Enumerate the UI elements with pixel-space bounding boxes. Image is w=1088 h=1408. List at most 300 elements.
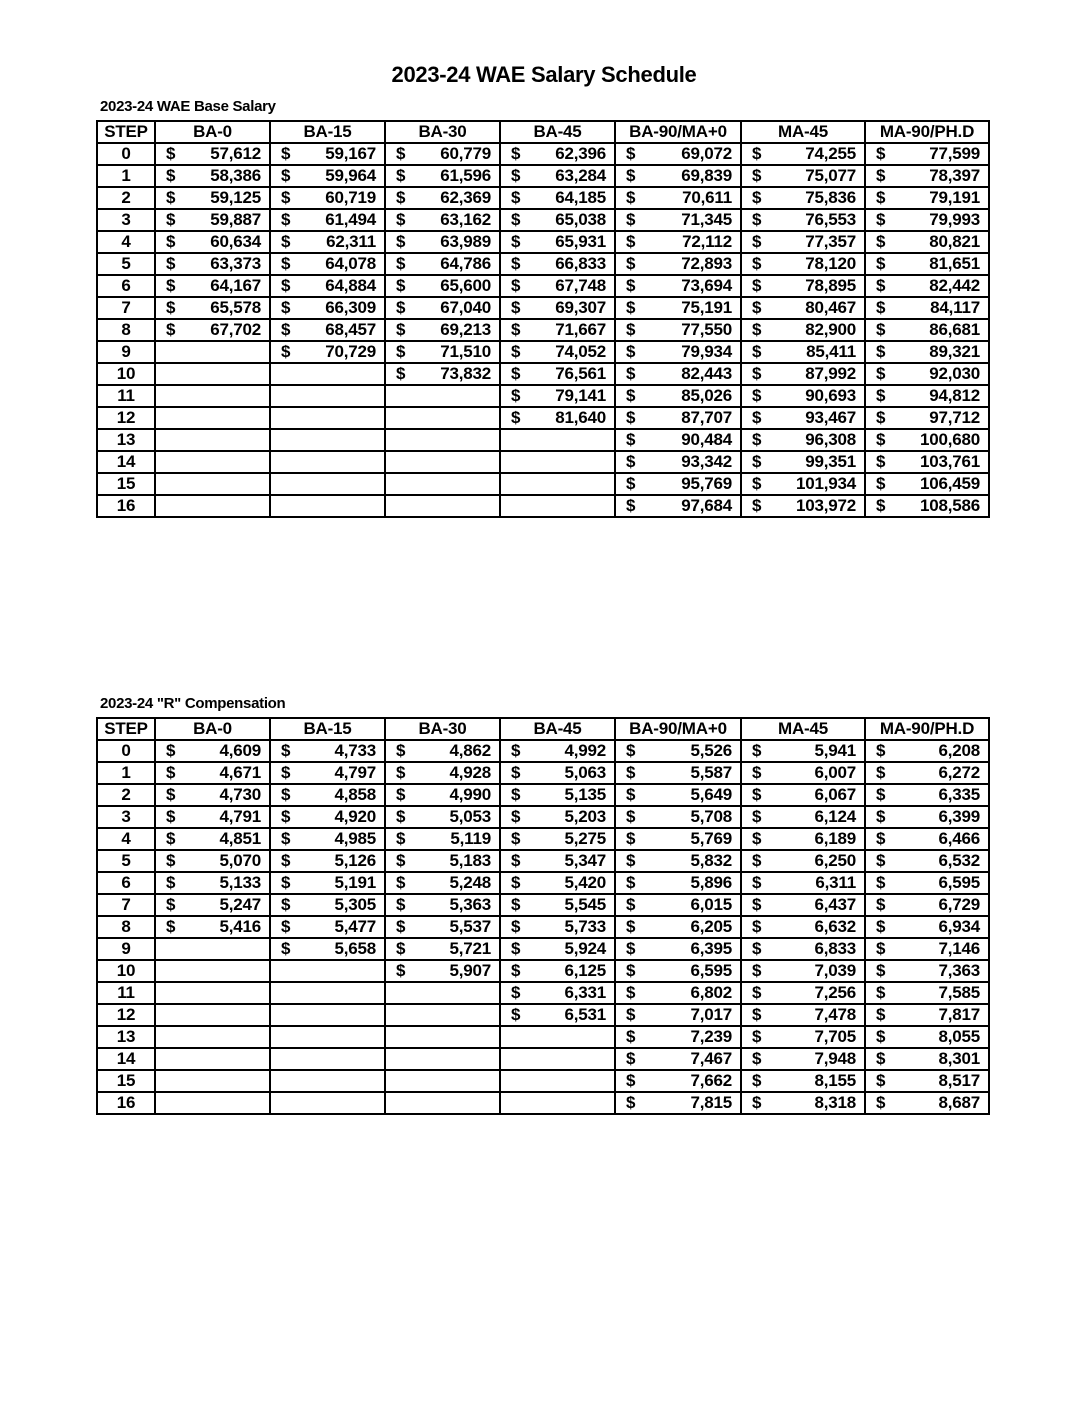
currency-symbol: $ xyxy=(626,254,636,273)
salary-cell xyxy=(500,1048,615,1070)
salary-cell xyxy=(155,495,270,517)
currency-symbol: $ xyxy=(752,430,762,449)
salary-cell xyxy=(865,165,989,187)
salary-cell xyxy=(385,894,500,916)
salary-amount: 5,133 xyxy=(219,873,261,892)
salary-cell xyxy=(615,495,741,517)
salary-cell xyxy=(865,1048,989,1070)
currency-symbol: $ xyxy=(281,829,291,848)
currency-symbol: $ xyxy=(876,917,886,936)
currency-symbol: $ xyxy=(876,276,886,295)
salary-cell xyxy=(155,275,270,297)
currency-symbol: $ xyxy=(166,144,176,163)
currency-symbol: $ xyxy=(752,496,762,515)
currency-symbol: $ xyxy=(876,188,886,207)
salary-amount: 81,651 xyxy=(929,254,980,273)
salary-amount: 72,893 xyxy=(681,254,732,273)
salary-amount: 7,017 xyxy=(690,1005,732,1024)
salary-amount: 75,077 xyxy=(805,166,856,185)
step-cell: 7 xyxy=(97,894,155,916)
salary-amount: 7,467 xyxy=(690,1049,732,1068)
table-row xyxy=(97,253,989,275)
salary-cell xyxy=(615,297,741,319)
currency-symbol: $ xyxy=(511,741,521,760)
salary-cell xyxy=(865,385,989,407)
salary-amount: 5,305 xyxy=(334,895,376,914)
currency-symbol: $ xyxy=(626,1049,636,1068)
currency-symbol: $ xyxy=(876,496,886,515)
salary-cell xyxy=(270,473,385,495)
salary-amount: 87,707 xyxy=(681,408,732,427)
salary-cell xyxy=(615,165,741,187)
salary-amount: 90,693 xyxy=(805,386,856,405)
salary-cell xyxy=(615,806,741,828)
salary-cell xyxy=(615,1070,741,1092)
currency-symbol: $ xyxy=(752,364,762,383)
salary-amount: 6,272 xyxy=(938,763,980,782)
currency-symbol: $ xyxy=(626,1071,636,1090)
step-cell: 5 xyxy=(97,850,155,872)
salary-cell xyxy=(865,363,989,385)
salary-amount: 6,015 xyxy=(690,895,732,914)
table-row xyxy=(97,407,989,429)
salary-cell xyxy=(500,341,615,363)
salary-cell xyxy=(500,806,615,828)
step-cell: 11 xyxy=(97,982,155,1004)
currency-symbol: $ xyxy=(876,320,886,339)
currency-symbol: $ xyxy=(281,785,291,804)
salary-cell xyxy=(500,297,615,319)
salary-amount: 4,797 xyxy=(334,763,376,782)
salary-amount: 6,124 xyxy=(814,807,856,826)
step-cell: 13 xyxy=(97,429,155,451)
currency-symbol: $ xyxy=(511,386,521,405)
currency-symbol: $ xyxy=(396,873,406,892)
salary-cell xyxy=(741,407,865,429)
salary-cell xyxy=(741,429,865,451)
salary-cell xyxy=(270,960,385,982)
step-cell: 0 xyxy=(97,143,155,165)
currency-symbol: $ xyxy=(626,851,636,870)
currency-symbol: $ xyxy=(396,807,406,826)
salary-cell xyxy=(865,894,989,916)
currency-symbol: $ xyxy=(281,320,291,339)
salary-cell xyxy=(500,165,615,187)
salary-cell xyxy=(270,1048,385,1070)
salary-amount: 69,307 xyxy=(555,298,606,317)
salary-cell xyxy=(155,363,270,385)
salary-amount: 64,185 xyxy=(555,188,606,207)
salary-amount: 103,761 xyxy=(919,452,980,471)
salary-amount: 5,275 xyxy=(564,829,606,848)
salary-cell xyxy=(270,1092,385,1114)
salary-cell xyxy=(615,1092,741,1114)
currency-symbol: $ xyxy=(396,364,406,383)
column-header: MA-90/PH.D xyxy=(865,718,989,740)
currency-symbol: $ xyxy=(876,364,886,383)
salary-amount: 65,578 xyxy=(210,298,261,317)
column-header: BA-15 xyxy=(270,718,385,740)
currency-symbol: $ xyxy=(281,851,291,870)
currency-symbol: $ xyxy=(626,961,636,980)
currency-symbol: $ xyxy=(511,917,521,936)
currency-symbol: $ xyxy=(281,763,291,782)
salary-cell xyxy=(385,275,500,297)
salary-cell xyxy=(385,319,500,341)
salary-amount: 7,585 xyxy=(938,983,980,1002)
currency-symbol: $ xyxy=(876,408,886,427)
currency-symbol: $ xyxy=(876,873,886,892)
currency-symbol: $ xyxy=(511,1005,521,1024)
step-cell: 8 xyxy=(97,319,155,341)
salary-amount: 72,112 xyxy=(682,232,732,251)
currency-symbol: $ xyxy=(876,210,886,229)
salary-amount: 6,532 xyxy=(938,851,980,870)
currency-symbol: $ xyxy=(166,166,176,185)
salary-amount: 4,928 xyxy=(449,763,491,782)
salary-amount: 62,396 xyxy=(555,144,606,163)
currency-symbol: $ xyxy=(166,829,176,848)
currency-symbol: $ xyxy=(396,166,406,185)
salary-cell xyxy=(385,806,500,828)
salary-amount: 90,484 xyxy=(681,430,732,449)
salary-amount: 4,609 xyxy=(219,741,261,760)
salary-cell xyxy=(865,1070,989,1092)
salary-cell xyxy=(385,850,500,872)
salary-cell xyxy=(500,1026,615,1048)
currency-symbol: $ xyxy=(281,895,291,914)
currency-symbol: $ xyxy=(166,763,176,782)
currency-symbol: $ xyxy=(511,320,521,339)
currency-symbol: $ xyxy=(626,408,636,427)
currency-symbol: $ xyxy=(626,210,636,229)
salary-amount: 6,067 xyxy=(814,785,856,804)
currency-symbol: $ xyxy=(752,298,762,317)
salary-amount: 5,063 xyxy=(564,763,606,782)
currency-symbol: $ xyxy=(166,917,176,936)
salary-cell xyxy=(865,407,989,429)
salary-cell xyxy=(865,828,989,850)
salary-amount: 66,309 xyxy=(325,298,376,317)
salary-amount: 78,895 xyxy=(805,276,856,295)
salary-cell xyxy=(865,451,989,473)
table-row xyxy=(97,784,989,806)
salary-cell xyxy=(385,429,500,451)
salary-amount: 64,078 xyxy=(325,254,376,273)
currency-symbol: $ xyxy=(511,763,521,782)
step-cell: 15 xyxy=(97,473,155,495)
salary-cell xyxy=(865,297,989,319)
table-row xyxy=(97,740,989,762)
salary-amount: 6,833 xyxy=(814,939,856,958)
salary-cell xyxy=(270,429,385,451)
salary-cell xyxy=(865,982,989,1004)
currency-symbol: $ xyxy=(396,298,406,317)
currency-symbol: $ xyxy=(876,430,886,449)
salary-amount: 6,250 xyxy=(814,851,856,870)
salary-cell xyxy=(741,341,865,363)
table-row xyxy=(97,916,989,938)
step-cell: 6 xyxy=(97,275,155,297)
column-header: BA-45 xyxy=(500,121,615,143)
salary-cell xyxy=(741,1092,865,1114)
currency-symbol: $ xyxy=(166,320,176,339)
currency-symbol: $ xyxy=(396,741,406,760)
salary-cell xyxy=(385,385,500,407)
salary-amount: 6,632 xyxy=(814,917,856,936)
salary-amount: 58,386 xyxy=(210,166,261,185)
salary-cell xyxy=(615,960,741,982)
salary-amount: 5,053 xyxy=(449,807,491,826)
table-row xyxy=(97,429,989,451)
salary-amount: 6,125 xyxy=(564,961,606,980)
column-header: BA-45 xyxy=(500,718,615,740)
salary-amount: 4,858 xyxy=(334,785,376,804)
salary-amount: 8,301 xyxy=(938,1049,980,1068)
salary-cell xyxy=(500,938,615,960)
currency-symbol: $ xyxy=(281,232,291,251)
currency-symbol: $ xyxy=(166,895,176,914)
salary-cell xyxy=(385,451,500,473)
salary-amount: 4,851 xyxy=(219,829,261,848)
salary-cell xyxy=(741,916,865,938)
salary-amount: 64,884 xyxy=(325,276,376,295)
currency-symbol: $ xyxy=(752,961,762,980)
salary-amount: 5,347 xyxy=(564,851,606,870)
salary-cell xyxy=(741,165,865,187)
salary-cell xyxy=(500,253,615,275)
salary-amount: 4,920 xyxy=(334,807,376,826)
salary-cell xyxy=(385,938,500,960)
currency-symbol: $ xyxy=(752,166,762,185)
salary-amount: 87,992 xyxy=(805,364,856,383)
salary-amount: 5,769 xyxy=(690,829,732,848)
salary-amount: 69,839 xyxy=(681,166,732,185)
salary-amount: 79,993 xyxy=(929,210,980,229)
salary-amount: 6,331 xyxy=(564,983,606,1002)
salary-cell xyxy=(865,473,989,495)
currency-symbol: $ xyxy=(396,188,406,207)
step-cell: 14 xyxy=(97,1048,155,1070)
table-row xyxy=(97,850,989,872)
salary-cell xyxy=(865,231,989,253)
salary-cell xyxy=(615,231,741,253)
currency-symbol: $ xyxy=(396,829,406,848)
salary-cell xyxy=(385,1026,500,1048)
table-row xyxy=(97,319,989,341)
salary-cell xyxy=(865,1004,989,1026)
salary-amount: 65,600 xyxy=(440,276,491,295)
step-cell: 15 xyxy=(97,1070,155,1092)
salary-cell xyxy=(270,187,385,209)
currency-symbol: $ xyxy=(626,166,636,185)
salary-amount: 80,821 xyxy=(929,232,980,251)
salary-cell xyxy=(500,385,615,407)
currency-symbol: $ xyxy=(511,961,521,980)
salary-amount: 74,052 xyxy=(555,342,606,361)
currency-symbol: $ xyxy=(281,276,291,295)
salary-cell xyxy=(865,806,989,828)
salary-cell xyxy=(155,429,270,451)
currency-symbol: $ xyxy=(626,430,636,449)
currency-symbol: $ xyxy=(752,474,762,493)
column-header-step: STEP xyxy=(97,718,155,740)
salary-cell xyxy=(500,451,615,473)
table-row xyxy=(97,894,989,916)
currency-symbol: $ xyxy=(166,298,176,317)
salary-cell xyxy=(500,960,615,982)
salary-cell xyxy=(741,762,865,784)
salary-cell xyxy=(385,982,500,1004)
salary-amount: 82,442 xyxy=(929,276,980,295)
table-row xyxy=(97,275,989,297)
salary-amount: 8,055 xyxy=(938,1027,980,1046)
currency-symbol: $ xyxy=(396,254,406,273)
salary-cell xyxy=(385,341,500,363)
salary-cell xyxy=(155,473,270,495)
salary-amount: 6,729 xyxy=(938,895,980,914)
salary-cell xyxy=(270,407,385,429)
salary-amount: 7,039 xyxy=(814,961,856,980)
step-cell: 2 xyxy=(97,784,155,806)
salary-amount: 69,213 xyxy=(440,320,491,339)
currency-symbol: $ xyxy=(626,298,636,317)
salary-amount: 6,395 xyxy=(690,939,732,958)
salary-amount: 5,191 xyxy=(334,873,376,892)
salary-cell xyxy=(500,231,615,253)
salary-cell xyxy=(500,473,615,495)
salary-cell xyxy=(385,1004,500,1026)
salary-amount: 61,494 xyxy=(325,210,376,229)
salary-amount: 5,126 xyxy=(334,851,376,870)
salary-amount: 4,985 xyxy=(334,829,376,848)
salary-cell xyxy=(385,1070,500,1092)
currency-symbol: $ xyxy=(396,939,406,958)
salary-cell xyxy=(741,209,865,231)
currency-symbol: $ xyxy=(511,232,521,251)
step-cell: 11 xyxy=(97,385,155,407)
salary-amount: 5,416 xyxy=(219,917,261,936)
salary-cell xyxy=(615,850,741,872)
step-cell: 12 xyxy=(97,1004,155,1026)
salary-cell xyxy=(385,1092,500,1114)
currency-symbol: $ xyxy=(626,917,636,936)
currency-symbol: $ xyxy=(626,232,636,251)
salary-amount: 76,553 xyxy=(805,210,856,229)
step-cell: 9 xyxy=(97,938,155,960)
salary-amount: 5,477 xyxy=(334,917,376,936)
salary-cell xyxy=(500,1070,615,1092)
salary-cell xyxy=(615,1026,741,1048)
currency-symbol: $ xyxy=(752,452,762,471)
currency-symbol: $ xyxy=(752,408,762,427)
currency-symbol: $ xyxy=(626,829,636,848)
salary-amount: 8,155 xyxy=(814,1071,856,1090)
salary-cell xyxy=(270,297,385,319)
salary-cell xyxy=(500,429,615,451)
currency-symbol: $ xyxy=(626,895,636,914)
salary-amount: 82,900 xyxy=(805,320,856,339)
salary-amount: 86,681 xyxy=(929,320,980,339)
salary-amount: 85,411 xyxy=(806,342,856,361)
currency-symbol: $ xyxy=(752,983,762,1002)
salary-cell xyxy=(155,143,270,165)
currency-symbol: $ xyxy=(166,807,176,826)
salary-cell xyxy=(741,960,865,982)
table-row xyxy=(97,1026,989,1048)
salary-amount: 69,072 xyxy=(681,144,732,163)
currency-symbol: $ xyxy=(396,917,406,936)
salary-amount: 73,694 xyxy=(681,276,732,295)
currency-symbol: $ xyxy=(626,188,636,207)
salary-cell xyxy=(155,385,270,407)
salary-cell xyxy=(155,1070,270,1092)
salary-cell xyxy=(615,473,741,495)
salary-cell xyxy=(741,319,865,341)
currency-symbol: $ xyxy=(626,364,636,383)
salary-cell xyxy=(615,429,741,451)
salary-amount: 71,345 xyxy=(681,210,732,229)
salary-cell xyxy=(865,143,989,165)
currency-symbol: $ xyxy=(166,851,176,870)
salary-amount: 94,812 xyxy=(929,386,980,405)
salary-amount: 5,248 xyxy=(449,873,491,892)
currency-symbol: $ xyxy=(166,741,176,760)
salary-cell xyxy=(385,473,500,495)
salary-amount: 93,342 xyxy=(681,452,732,471)
salary-amount: 6,437 xyxy=(814,895,856,914)
salary-amount: 5,896 xyxy=(690,873,732,892)
salary-amount: 5,420 xyxy=(564,873,606,892)
salary-cell xyxy=(500,363,615,385)
currency-symbol: $ xyxy=(511,851,521,870)
currency-symbol: $ xyxy=(752,763,762,782)
salary-amount: 6,311 xyxy=(815,873,856,892)
currency-symbol: $ xyxy=(396,144,406,163)
currency-symbol: $ xyxy=(511,144,521,163)
currency-symbol: $ xyxy=(626,276,636,295)
salary-cell xyxy=(615,982,741,1004)
salary-cell xyxy=(500,916,615,938)
salary-amount: 64,167 xyxy=(210,276,261,295)
currency-symbol: $ xyxy=(166,785,176,804)
column-header: BA-15 xyxy=(270,121,385,143)
currency-symbol: $ xyxy=(166,188,176,207)
currency-symbol: $ xyxy=(752,807,762,826)
salary-amount: 7,815 xyxy=(690,1093,732,1112)
currency-symbol: $ xyxy=(626,1027,636,1046)
table-row xyxy=(97,762,989,784)
currency-symbol: $ xyxy=(511,188,521,207)
column-header: BA-90/MA+0 xyxy=(615,718,741,740)
salary-amount: 106,459 xyxy=(919,474,980,493)
salary-amount: 67,040 xyxy=(440,298,491,317)
base-salary-section-title: 2023-24 WAE Base Salary xyxy=(100,98,276,115)
salary-cell xyxy=(865,495,989,517)
column-header-step: STEP xyxy=(97,121,155,143)
salary-amount: 5,545 xyxy=(564,895,606,914)
salary-amount: 70,729 xyxy=(325,342,376,361)
salary-cell xyxy=(500,828,615,850)
salary-amount: 63,373 xyxy=(210,254,261,273)
salary-cell xyxy=(500,495,615,517)
salary-amount: 97,712 xyxy=(929,408,980,427)
currency-symbol: $ xyxy=(626,785,636,804)
table-row xyxy=(97,341,989,363)
salary-cell xyxy=(865,209,989,231)
r-compensation-table xyxy=(96,717,990,1115)
salary-amount: 7,363 xyxy=(938,961,980,980)
